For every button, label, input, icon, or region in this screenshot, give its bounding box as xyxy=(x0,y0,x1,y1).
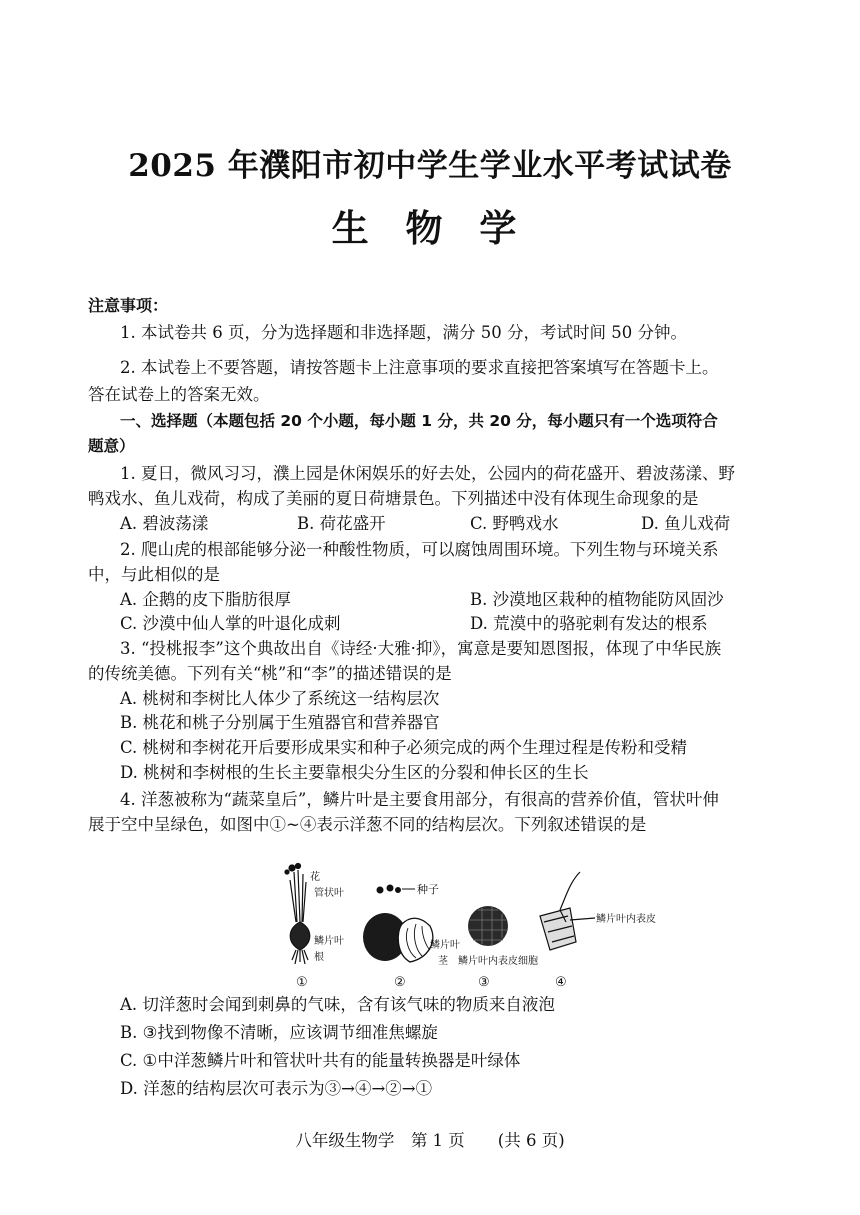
structure-number-2: ② xyxy=(394,975,406,990)
epidermis-cells-drawing xyxy=(468,906,508,946)
question-2-option-d: D. 荒漠中的骆驼刺有发达的根系 xyxy=(470,614,708,633)
question-1-stem-line-1: 1. 夏日，微风习习，濮上园是休闲娱乐的好去处，公园内的荷花盛开、碧波荡漾、野 xyxy=(120,464,735,483)
label-root: 根 xyxy=(314,952,324,963)
section-heading-line-1: 一、选择题（本题包括 20 个小题，每小题 1 分，共 20 分，每小题只有一个选项符合 xyxy=(120,412,718,430)
structure-number-3: ③ xyxy=(478,975,490,990)
question-1-option-c: C. 野鸭戏水 xyxy=(470,514,559,533)
label-scale-leaf: 鳞片叶 xyxy=(314,936,344,947)
question-2-option-b: B. 沙漠地区栽种的植物能防风固沙 xyxy=(470,590,724,609)
section-heading-line-2: 题意） xyxy=(88,437,135,455)
question-2-stem-line-2: 中，与此相似的是 xyxy=(88,565,220,584)
question-2-stem-line-1: 2. 爬山虎的根部能够分泌一种酸性物质，可以腐蚀周围环境。下列生物与环境关系 xyxy=(120,540,719,559)
structure-number-1: ① xyxy=(296,975,308,990)
question-1-option-a: A. 碧波荡漾 xyxy=(120,514,209,533)
question-4-stem-line-1: 4. 洋葱被称为“蔬菜皇后”，鳞片叶是主要食用部分，有很高的营养价值，管状叶伸 xyxy=(120,790,719,809)
question-4-stem-line-2: 展于空中呈绿色，如图中①~④表示洋葱不同的结构层次。下列叙述错误的是 xyxy=(88,815,647,834)
notice-item-1: 1. 本试卷共 6 页，分为选择题和非选择题，满分 50 分，考试时间 50 分钟。 xyxy=(120,323,687,342)
seeds-drawing xyxy=(377,885,416,894)
question-1-option-d: D. 鱼儿戏荷 xyxy=(641,514,731,533)
label-stem: 茎 xyxy=(438,956,448,967)
label-tube-leaf: 管状叶 xyxy=(314,888,344,899)
question-4-option-b: B. ③找到物像不清晰，应该调节细准焦螺旋 xyxy=(120,1023,438,1042)
label-flower: 花 xyxy=(310,872,320,883)
question-3-option-c: C. 桃树和李树花开后要形成果实和种子必须完成的两个生理过程是传粉和受精 xyxy=(120,738,688,757)
question-3-option-d: D. 桃树和李树根的生长主要靠根尖分生区的分裂和伸长区的生长 xyxy=(120,763,589,782)
subject-title: 生 物 学 xyxy=(331,206,529,250)
notice-heading: 注意事项： xyxy=(88,296,169,315)
label-epidermis: 鳞片叶内表皮 xyxy=(596,914,656,925)
label-epidermis-cell: 鳞片叶内表皮细胞 xyxy=(458,956,538,967)
exam-title: 2025 年濮阳市初中学生学业水平考试试卷 xyxy=(128,148,732,184)
question-4-option-c: C. ①中洋葱鳞片叶和管状叶共有的能量转换器是叶绿体 xyxy=(120,1051,521,1070)
notice-item-2-line-1: 2. 本试卷上不要答题，请按答题卡上注意事项的要求直接把答案填写在答题卡上。 xyxy=(120,358,719,377)
question-4-option-a: A. 切洋葱时会闻到刺鼻的气味，含有该气味的物质来自液泡 xyxy=(120,995,555,1014)
onion-plant-drawing xyxy=(285,864,310,965)
question-3-option-a: A. 桃树和李树比人体少了系统这一结构层次 xyxy=(120,689,440,708)
question-3-option-b: B. 桃花和桃子分别属于生殖器官和营养器官 xyxy=(120,713,440,732)
label-scale-leaf-2: 鳞片叶 xyxy=(430,940,460,951)
onion-bulb-drawing xyxy=(363,913,433,962)
question-1-stem-line-2: 鸭戏水、鱼儿戏荷，构成了美丽的夏日荷塘景色。下列描述中没有体现生命现象的是 xyxy=(88,489,699,508)
onion-structure-figure xyxy=(270,862,710,992)
notice-item-2-line-2: 答在试卷上的答案无效。 xyxy=(88,385,270,404)
epidermis-tissue-drawing xyxy=(540,872,595,950)
question-2-option-a: A. 企鹅的皮下脂肪很厚 xyxy=(120,590,291,609)
question-3-stem-line-1: 3. “投桃报李”这个典故出自《诗经·大雅·抑》，寓意是要知恩图报，体现了中华民族 xyxy=(120,639,722,658)
label-seed: 种子 xyxy=(417,883,439,896)
question-1-option-b: B. 荷花盛开 xyxy=(297,514,386,533)
page-footer: 八年级生物学 第 1 页 (共 6 页) xyxy=(295,1131,565,1150)
structure-number-4: ④ xyxy=(555,975,567,990)
question-4-option-d: D. 洋葱的结构层次可表示为③→④→②→① xyxy=(120,1079,433,1098)
question-3-stem-line-2: 的传统美德。下列有关“桃”和“李”的描述错误的是 xyxy=(88,664,452,683)
question-2-option-c: C. 沙漠中仙人掌的叶退化成刺 xyxy=(120,614,341,633)
